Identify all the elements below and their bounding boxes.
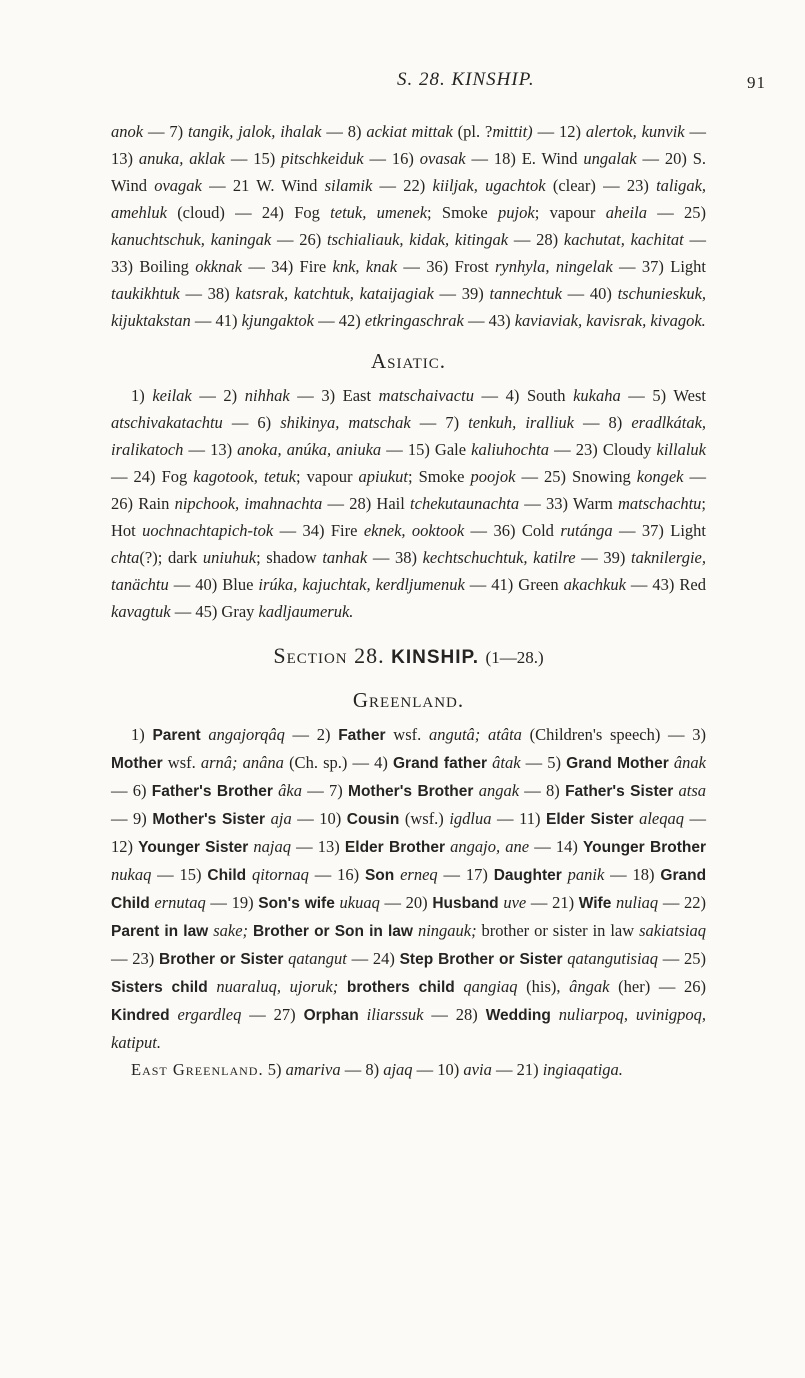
term-native: amariva <box>285 1060 341 1079</box>
text-run: — 9) <box>111 809 153 828</box>
text-run: — 34) Fire <box>273 521 364 540</box>
term-native: nuliaq <box>616 893 659 912</box>
term-english: Wedding <box>485 1007 551 1024</box>
text-run: (pl. ? <box>452 122 493 141</box>
text-run: — 8) <box>340 1060 384 1079</box>
term-native: uniuhuk <box>202 548 257 567</box>
text-run: — 7) <box>301 781 349 800</box>
term-english: Brother or Sister <box>159 951 284 968</box>
term-native: kongek <box>636 467 684 486</box>
term-native: âtak <box>492 753 521 772</box>
term-native: erneq <box>400 865 438 884</box>
term-english: Mother's Sister <box>152 811 266 828</box>
term-english: Parent <box>152 727 201 744</box>
text-run: — 22) <box>372 176 433 195</box>
term-native: ajaq <box>383 1060 413 1079</box>
text-run: ; vapour <box>534 203 606 222</box>
term-english: Kindred <box>111 1007 170 1024</box>
text-run: — 5) West <box>620 386 706 405</box>
text-run: — 25) <box>646 203 707 222</box>
text-run: — 34) Fire <box>241 257 333 276</box>
text-run: — 21) <box>491 1060 543 1079</box>
text-run: (Children's speech) — 3) <box>521 725 707 744</box>
term-native: aja <box>270 809 292 828</box>
text-run: brother or sister in law <box>476 921 640 940</box>
page-header <box>0 65 805 95</box>
text-run: — 14) <box>529 837 583 856</box>
text-run: — 24) Fog <box>111 467 194 486</box>
text-run: — 40) <box>561 284 618 303</box>
term-native: kavagtuk <box>111 602 171 621</box>
term-english: Younger Sister <box>138 839 249 856</box>
text-run: — 20) <box>379 893 433 912</box>
term-native: anok <box>111 122 144 141</box>
term-english: Mother's Brother <box>348 783 474 800</box>
term-english: Orphan <box>303 1007 359 1024</box>
text-run: — 10) <box>291 809 347 828</box>
text-run: — 23) <box>111 949 159 968</box>
text-run <box>551 1005 559 1024</box>
term-native: ungalak <box>583 149 637 168</box>
term-native: taukikhtuk <box>111 284 180 303</box>
term-native: ângak <box>569 977 610 996</box>
text-run: — 13) <box>111 122 707 168</box>
term-english: Father <box>338 727 386 744</box>
text-run: — 6) <box>111 781 152 800</box>
term-english: Daughter <box>493 867 562 884</box>
term-native: ningauk; <box>417 921 477 940</box>
term-native: kaviaviak, kavisrak, kivagok. <box>514 311 706 330</box>
text-run: — 16) <box>363 149 420 168</box>
text-run: — 16) <box>308 865 365 884</box>
text-run: — 43) <box>463 311 515 330</box>
text-run: — 4) South <box>473 386 574 405</box>
term-native: aleqaq <box>639 809 684 828</box>
term-native: kiiljak, ugachtok <box>432 176 546 195</box>
text-run: — 12) <box>111 809 707 856</box>
text-run: — 11) <box>491 809 546 828</box>
term-native: ingiaqatiga. <box>542 1060 623 1079</box>
text-run: — 37) Light <box>612 257 707 276</box>
term-native: tschunieskuk, kijuktakstan <box>111 284 707 330</box>
term-native: arnâ; anâna <box>200 753 284 772</box>
text-run: (cloud) — 24) Fog <box>166 203 331 222</box>
section-label: Section 28. <box>273 643 385 668</box>
greenland-heading: Greenland. <box>352 688 465 712</box>
term-native: knk, knak <box>332 257 398 276</box>
term-native: panik <box>567 865 605 884</box>
running-title: S. 28. KINSHIP. <box>397 69 535 90</box>
term-native: ergardleq <box>177 1005 242 1024</box>
term-native: kaliuhochta <box>471 440 550 459</box>
text-run: — 37) Light <box>612 521 707 540</box>
term-native: tangik, jalok, ihalak <box>187 122 322 141</box>
text-run: — 13) <box>291 837 345 856</box>
term-native: katsrak, katchtuk, kataijagiak <box>235 284 434 303</box>
region-label: East Greenland. <box>131 1060 264 1079</box>
text-run: (?); dark <box>139 548 203 567</box>
term-native: etkringaschrak <box>364 311 464 330</box>
term-native: qangiaq <box>463 977 518 996</box>
term-native: sakiatsiaq <box>639 921 707 940</box>
term-native: sake; <box>213 921 249 940</box>
term-native: tetuk, umenek <box>330 203 428 222</box>
text-run: — 8) <box>573 413 632 432</box>
text-run: — 15) <box>224 149 282 168</box>
term-english: Sisters child <box>111 979 208 996</box>
text-run: — 2) <box>284 725 339 744</box>
term-native: iliarssuk <box>366 1005 424 1024</box>
text-run: — 20) S. Wind <box>111 149 707 195</box>
text-run: — 24) <box>346 949 400 968</box>
term-native: uochnachtapich-tok <box>142 521 274 540</box>
text-run: — 8) <box>321 122 367 141</box>
text-run: — 33) Warm <box>519 494 618 513</box>
east-greenland-kinship-vocabulary <box>111 1056 706 1083</box>
text-run: — 38) <box>367 548 423 567</box>
text-run: — 13) <box>183 440 238 459</box>
term-english: Mother <box>111 755 163 772</box>
text-run: — 26) <box>271 230 327 249</box>
text-run: — 41) <box>190 311 242 330</box>
text-run: ; vapour <box>296 467 359 486</box>
text-run: — 15) <box>151 865 208 884</box>
greenland-kinship-vocabulary <box>111 721 706 1056</box>
term-english: Grand Child <box>111 867 707 912</box>
term-native: kagotook, tetuk <box>193 467 297 486</box>
text-run: — 7) <box>143 122 188 141</box>
term-english: Son's wife <box>258 895 335 912</box>
term-english: Father's Sister <box>565 783 674 800</box>
term-native: anuka, aklak <box>138 149 225 168</box>
text-run: — 17) <box>437 865 494 884</box>
term-native: avia <box>463 1060 492 1079</box>
term-native: angajorqâq <box>208 725 285 744</box>
term-native: tenkuh, iralliuk <box>468 413 574 432</box>
term-native: kanuchtschuk, kaningak <box>111 230 272 249</box>
text-run: — 15) Gale <box>381 440 472 459</box>
term-native: ernutaq <box>154 893 206 912</box>
text-run: — 7) <box>410 413 469 432</box>
term-english: Father's Brother <box>151 783 273 800</box>
text-run: — 28) <box>508 230 564 249</box>
term-native: tschialiauk, kidak, kitingak <box>327 230 509 249</box>
term-english: Husband <box>432 895 499 912</box>
text-run: ; Hot <box>111 494 706 540</box>
text-run: — 25) <box>658 949 707 968</box>
text-run: (his), <box>517 977 570 996</box>
text-run: — 28) Hail <box>322 494 411 513</box>
term-native: nukaq <box>111 865 152 884</box>
text-run: — 26) Rain <box>111 467 707 513</box>
text-run: — 22) <box>658 893 707 912</box>
text-run: 1) <box>131 386 153 405</box>
term-native: kukaha <box>573 386 621 405</box>
text-run: — 10) <box>412 1060 464 1079</box>
term-native: eknek, ooktook <box>363 521 465 540</box>
text-run: — 23) Cloudy <box>549 440 657 459</box>
term-english: Parent in law <box>111 923 209 940</box>
text-run: — 2) <box>191 386 245 405</box>
term-native: chta <box>111 548 140 567</box>
term-english: Child <box>207 867 247 884</box>
text-run: wsf. <box>162 753 201 772</box>
text-run: (clear) — 23) <box>545 176 657 195</box>
asiatic-vocabulary <box>111 382 706 625</box>
text-run: (her) — 26) <box>609 977 706 996</box>
text-run: — 21) <box>526 893 579 912</box>
text-run: — 28) <box>423 1005 486 1024</box>
text-run: — 33) Boiling <box>111 230 707 276</box>
page-number: 91 <box>747 73 766 92</box>
text-run: — 3) East <box>289 386 379 405</box>
term-native: nuaraluq, ujoruk; <box>216 977 339 996</box>
term-native: anoka, anúka, aniuka <box>237 440 382 459</box>
term-native: keilak <box>152 386 192 405</box>
term-english: Elder Sister <box>545 811 634 828</box>
term-english: Step Brother or Sister <box>399 951 563 968</box>
term-native: qitornaq <box>252 865 309 884</box>
term-native: kadljaumeruk. <box>258 602 354 621</box>
page-body <box>111 118 706 1083</box>
text-run: — 6) <box>222 413 281 432</box>
term-native: shikinya, matschak <box>280 413 411 432</box>
term-native: kachutat, kachitat <box>563 230 684 249</box>
term-native: akachkuk <box>563 575 626 594</box>
section-title: KINSHIP. <box>391 647 480 668</box>
text-run: — 43) Red <box>625 575 706 594</box>
term-native: igdlua <box>449 809 492 828</box>
text-run: ; Smoke <box>408 467 471 486</box>
text-run: 1) <box>131 725 153 744</box>
term-english: Brother or Son in law <box>252 923 413 940</box>
term-native: nihhak <box>244 386 290 405</box>
term-native: poojok <box>470 467 516 486</box>
greenland-vocabulary-continued <box>111 118 706 334</box>
text-run: — 5) <box>520 753 567 772</box>
term-english: Elder Brother <box>344 839 445 856</box>
term-native: aheila <box>605 203 647 222</box>
text-run: — 42) <box>314 311 365 330</box>
text-run: — 21 W. Wind <box>201 176 325 195</box>
term-english: Grand Mother <box>566 755 669 772</box>
term-native: apiukut <box>358 467 408 486</box>
section-range: (1—28.) <box>485 648 544 667</box>
term-native: pitschkeiduk <box>281 149 364 168</box>
term-native: angak <box>478 781 520 800</box>
asiatic-heading: Asiatic. <box>370 349 447 373</box>
term-native: âka <box>278 781 302 800</box>
term-english: Wife <box>578 895 612 912</box>
term-native: ackiat mittak <box>366 122 453 141</box>
text-run: wsf. <box>385 725 429 744</box>
text-run: — 18) E. Wind <box>465 149 584 168</box>
term-native: ovasak <box>419 149 466 168</box>
text-run: (wsf.) <box>399 809 450 828</box>
term-native: uve <box>503 893 527 912</box>
term-english: Grand father <box>392 755 487 772</box>
term-native: eradlkátak, iralikatoch <box>111 413 707 459</box>
text-run: — 40) Blue <box>168 575 259 594</box>
term-native: okknak <box>195 257 242 276</box>
term-native: rutánga <box>560 521 613 540</box>
text-run <box>338 977 347 996</box>
term-native: ânak <box>673 753 706 772</box>
term-native: atschivakatachtu <box>111 413 223 432</box>
term-native: nuliarpoq, uvinigpoq, katiput. <box>111 1005 707 1052</box>
text-run: — 19) <box>205 893 259 912</box>
term-native: matschaivactu <box>378 386 474 405</box>
term-english: brothers child <box>346 979 455 996</box>
text-run: — 36) Frost <box>397 257 495 276</box>
term-native: killaluk <box>656 440 706 459</box>
text-run: — 27) <box>241 1005 304 1024</box>
term-native: taligak, amehluk <box>111 176 707 222</box>
term-native: irúka, kajuchtak, kerdljumenuk <box>258 575 465 594</box>
text-run: — 18) <box>604 865 661 884</box>
section-heading <box>111 641 706 673</box>
term-native: tannechtuk <box>489 284 562 303</box>
text-run: — 39) <box>575 548 631 567</box>
term-native: nipchook, imahnachta <box>174 494 323 513</box>
text-run: — 25) Snowing <box>515 467 637 486</box>
term-native: ovagak <box>154 176 202 195</box>
term-native: pujok <box>498 203 535 222</box>
term-native: atsa <box>678 781 707 800</box>
term-native: silamik <box>324 176 373 195</box>
term-native: mittit) <box>492 122 533 141</box>
text-run: ; Smoke <box>427 203 499 222</box>
text-run: — 12) <box>532 122 586 141</box>
term-native: kechtschuchtuk, katilre <box>422 548 576 567</box>
term-native: qatangut <box>288 949 347 968</box>
text-run: — 38) <box>179 284 236 303</box>
text-run: — 45) Gray <box>170 602 259 621</box>
term-english: Younger Brother <box>582 839 706 856</box>
text-run: (Ch. sp.) — 4) <box>283 753 393 772</box>
text-run: — 8) <box>519 781 566 800</box>
term-english: Cousin <box>346 811 400 828</box>
term-native: angutâ; atâta <box>428 725 522 744</box>
term-native: taknilergie, tanächtu <box>111 548 706 594</box>
term-native: alertok, kunvik <box>585 122 685 141</box>
term-native: najaq <box>253 837 291 856</box>
text-run: 5) <box>263 1060 286 1079</box>
term-native: matschachtu <box>618 494 702 513</box>
text-run: ; shadow <box>256 548 323 567</box>
term-native: kjungaktok <box>241 311 314 330</box>
term-english: Son <box>364 867 395 884</box>
term-native: rynhyla, ningelak <box>494 257 613 276</box>
text-run: — 41) Green <box>464 575 564 594</box>
term-native: tanhak <box>322 548 368 567</box>
term-native: qatangutisiaq <box>567 949 659 968</box>
term-native: angajo, ane <box>450 837 530 856</box>
term-native: tchekutaunachta <box>410 494 520 513</box>
text-run <box>359 1005 367 1024</box>
text-run: — 39) <box>433 284 490 303</box>
text-run: — 36) Cold <box>464 521 561 540</box>
term-native: ukuaq <box>339 893 380 912</box>
